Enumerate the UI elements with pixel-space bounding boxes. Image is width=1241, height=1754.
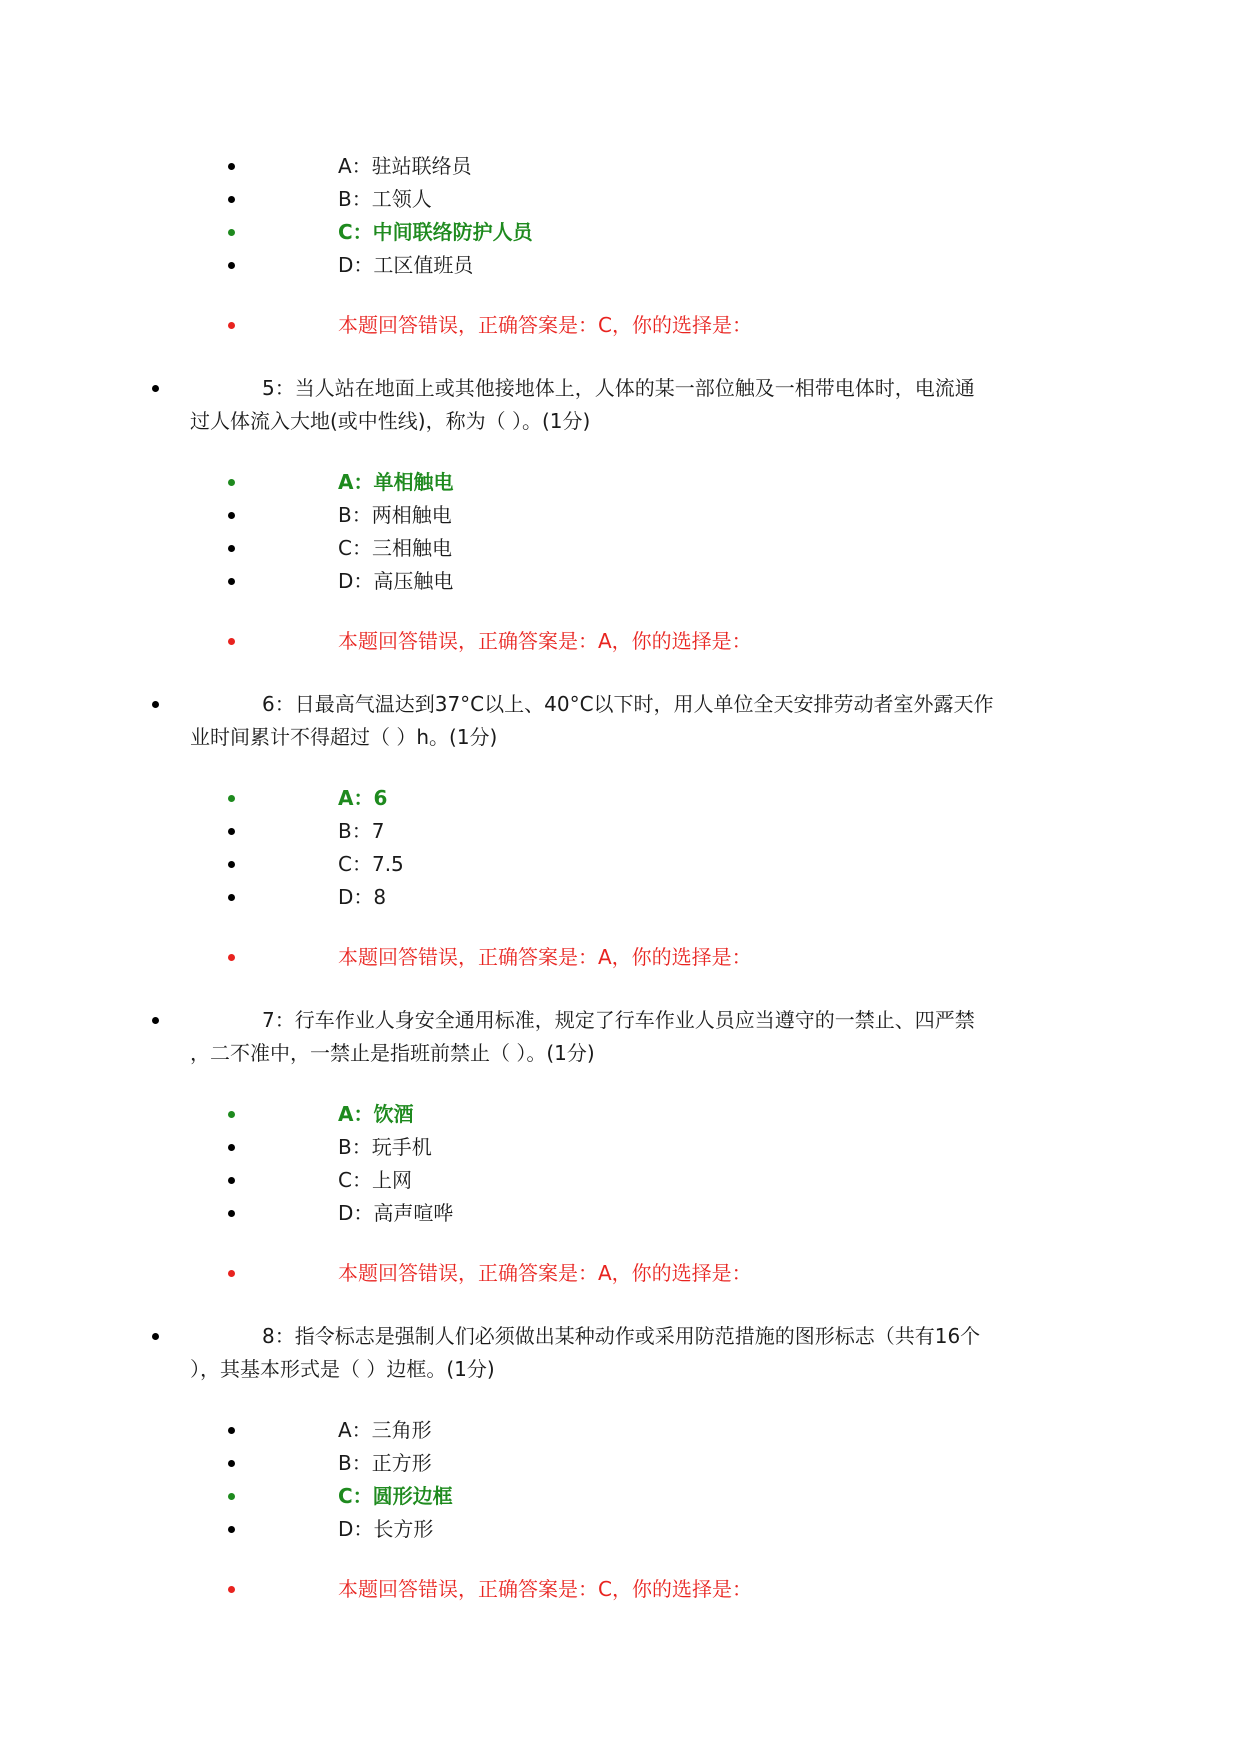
- bullet-icon: [152, 1017, 159, 1024]
- bullet-icon: [228, 1493, 235, 1500]
- result-text: 本题回答错误，正确答案是：A，你的选择是：: [338, 945, 752, 969]
- bullet-icon: [228, 1586, 235, 1593]
- option-label: B：两相触电: [338, 503, 452, 527]
- bullet-icon: [228, 322, 235, 329]
- option-label: A：饮酒: [338, 1102, 414, 1126]
- option-label: D：高压触电: [338, 569, 454, 593]
- question-text-line2: 过人体流入大地(或中性线)，称为（ ）。(1分): [190, 409, 591, 433]
- bullet-icon: [228, 196, 235, 203]
- result-text: 本题回答错误，正确答案是：A，你的选择是：: [338, 629, 752, 653]
- question-text-line1: 8：指令标志是强制人们必须做出某种动作或采用防范措施的图形标志（共有16个: [262, 1324, 981, 1348]
- bullet-icon: [228, 1270, 235, 1277]
- bullet-icon: [228, 163, 235, 170]
- bullet-icon: [228, 545, 235, 552]
- result-text: 本题回答错误，正确答案是：C，你的选择是：: [338, 313, 752, 337]
- option-label: B：正方形: [338, 1451, 432, 1475]
- bullet-icon: [152, 385, 159, 392]
- option-label: C：7.5: [338, 852, 404, 876]
- option-label: D：工区值班员: [338, 253, 474, 277]
- option-label: C：圆形边框: [338, 1484, 453, 1508]
- bullet-icon: [228, 1177, 235, 1184]
- bullet-icon: [228, 795, 235, 802]
- bullet-icon: [228, 1111, 235, 1118]
- question-text-line2: ），其基本形式是（ ）边框。(1分): [190, 1357, 495, 1381]
- option-label: D：长方形: [338, 1517, 434, 1541]
- bullet-icon: [152, 701, 159, 708]
- question-text-line1: 6：日最高气温达到37°C以上、40°C以下时，用人单位全天安排劳动者室外露天作: [262, 692, 994, 716]
- bullet-icon: [228, 828, 235, 835]
- bullet-icon: [228, 638, 235, 645]
- option-label: C：上网: [338, 1168, 412, 1192]
- bullet-icon: [228, 1144, 235, 1151]
- option-label: A：三角形: [338, 1418, 432, 1442]
- option-label: B：玩手机: [338, 1135, 432, 1159]
- bullet-icon: [228, 1427, 235, 1434]
- option-label: B：工领人: [338, 187, 432, 211]
- bullet-icon: [228, 578, 235, 585]
- bullet-icon: [228, 229, 235, 236]
- bullet-icon: [228, 262, 235, 269]
- bullet-icon: [228, 1526, 235, 1533]
- question-text-line2: ，二不准中，一禁止是指班前禁止（ ）。(1分): [190, 1041, 595, 1065]
- question-text-line1: 5：当人站在地面上或其他接地体上，人体的某一部位触及一相带电体时，电流通: [262, 376, 975, 400]
- option-label: C：中间联络防护人员: [338, 220, 533, 244]
- question-text-line2: 业时间累计不得超过（ ）h。(1分): [190, 725, 498, 749]
- result-text: 本题回答错误，正确答案是：A，你的选择是：: [338, 1261, 752, 1285]
- bullet-icon: [228, 894, 235, 901]
- bullet-icon: [228, 954, 235, 961]
- option-label: D：高声喧哗: [338, 1201, 454, 1225]
- option-label: A：单相触电: [338, 470, 454, 494]
- option-label: A：驻站联络员: [338, 154, 472, 178]
- option-label: D：8: [338, 885, 387, 909]
- bullet-icon: [228, 1460, 235, 1467]
- bullet-icon: [228, 479, 235, 486]
- bullet-icon: [152, 1333, 159, 1340]
- option-label: C：三相触电: [338, 536, 452, 560]
- option-label: A：6: [338, 786, 388, 810]
- result-text: 本题回答错误，正确答案是：C，你的选择是：: [338, 1577, 752, 1601]
- bullet-icon: [228, 512, 235, 519]
- bullet-icon: [228, 861, 235, 868]
- bullet-icon: [228, 1210, 235, 1217]
- question-text-line1: 7：行车作业人身安全通用标准，规定了行车作业人员应当遵守的一禁止、四严禁: [262, 1008, 975, 1032]
- option-label: B：7: [338, 819, 385, 843]
